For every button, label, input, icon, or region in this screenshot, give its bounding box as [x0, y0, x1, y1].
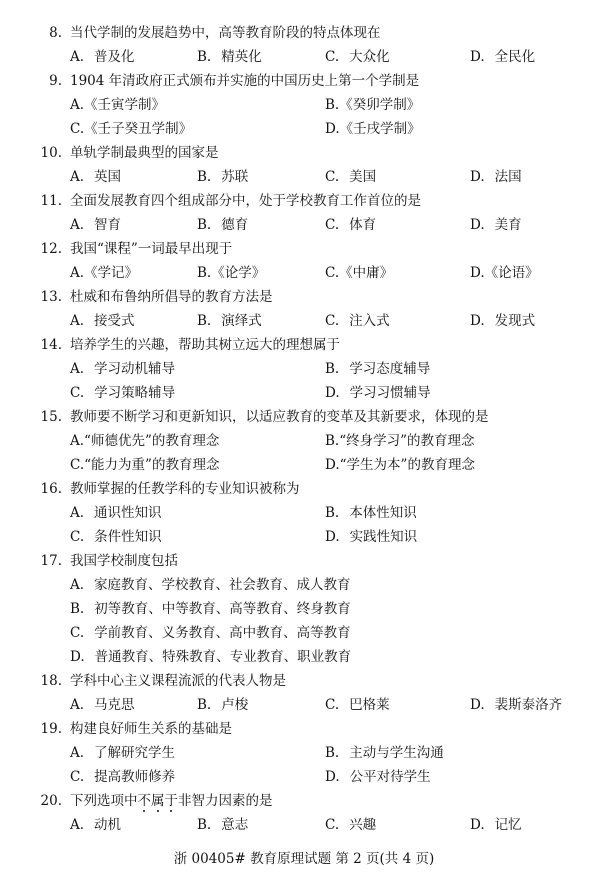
question-17-option-d — [0, 646, 608, 670]
option-b: B. 意志 — [197, 817, 249, 833]
option-a: A. 通识性知识 — [70, 505, 162, 521]
question-14-options-row2 — [0, 382, 608, 406]
option-b: B. 学习态度辅导 — [325, 361, 431, 377]
option-a: A. 学习动机辅导 — [70, 361, 176, 377]
question-11-options — [0, 214, 608, 238]
question-8-options — [0, 46, 608, 70]
emphasis-char: 属 — [151, 793, 165, 809]
emphasis-char: 于 — [164, 793, 178, 809]
option-a: A.“师德优先”的教育理念 — [70, 433, 220, 449]
question-19-options-row2 — [0, 766, 608, 790]
option-c: C. 提高教师修养 — [70, 769, 176, 785]
question-12 — [0, 238, 608, 262]
question-stem: 教师要不断学习和更新知识，以适应教育的变革及其新要求，体现的是 — [70, 409, 489, 425]
option-d: D. 发现式 — [470, 313, 536, 329]
option-d: D. 全民化 — [470, 49, 536, 65]
option-a: A. 马克思 — [70, 697, 135, 713]
question-number: 14. — [40, 337, 62, 353]
option-b: B.“终身学习”的教育理念 — [325, 433, 475, 449]
option-c: C. 兴趣 — [325, 817, 377, 833]
question-20-options — [0, 814, 608, 838]
option-d: D. 学习习惯辅导 — [325, 385, 431, 401]
question-stem: 我国学校制度包括 — [70, 553, 178, 569]
question-13 — [0, 286, 608, 310]
question-number: 12. — [40, 241, 62, 257]
question-16 — [0, 478, 608, 502]
question-stem: 单轨学制最典型的国家是 — [70, 145, 219, 161]
question-14-options-row1 — [0, 358, 608, 382]
question-stem: 教师掌握的任教学科的专业知识被称为 — [70, 481, 300, 497]
question-10-options — [0, 166, 608, 190]
question-11 — [0, 190, 608, 214]
option-b: B. 本体性知识 — [325, 505, 417, 521]
question-8 — [0, 22, 608, 46]
option-d: D. 法国 — [470, 169, 522, 185]
question-17-option-a — [0, 574, 608, 598]
option-b: B.《癸卯学制》 — [325, 97, 421, 113]
question-18 — [0, 670, 608, 694]
question-stem: 1904 年清政府正式颁布并实施的中国历史上第一个学制是 — [70, 73, 420, 89]
emphasized-text — [138, 793, 179, 809]
question-number: 19. — [40, 721, 62, 737]
question-number: 13. — [40, 289, 62, 305]
option-c: C. 大众化 — [325, 49, 390, 65]
option-d: D. 美育 — [470, 217, 522, 233]
question-stem: 我国“课程”一词最早出现于 — [70, 241, 233, 257]
option-c: C.“能力为重”的教育理念 — [70, 457, 220, 473]
question-20 — [0, 790, 608, 814]
option-d: D. 实践性知识 — [325, 529, 418, 545]
option-b: B. 精英化 — [197, 49, 262, 65]
question-stem: 构建良好师生关系的基础是 — [70, 721, 232, 737]
question-10 — [0, 142, 608, 166]
question-stem — [70, 790, 273, 812]
emphasis-char: 不 — [137, 793, 151, 809]
option-a: A.《壬寅学制》 — [70, 97, 166, 113]
stem-part-before: 下列选项中 — [70, 793, 138, 809]
question-9-options-row2 — [0, 118, 608, 142]
option-d: D.《论语》 — [470, 265, 539, 281]
question-18-options — [0, 694, 608, 718]
option-c: C. 学习策略辅导 — [70, 385, 176, 401]
question-stem: 培养学生的兴趣，帮助其树立远大的理想属于 — [70, 337, 340, 353]
page-footer: 浙 00405# 教育原理试题 第 2 页(共 4 页) — [173, 851, 435, 867]
option-a: A. 了解研究学生 — [70, 745, 176, 761]
stem-part-after: 非智力因素的是 — [178, 793, 273, 809]
question-stem: 学科中心主义课程流派的代表人物是 — [70, 673, 286, 689]
option-d: D.《壬戌学制》 — [325, 121, 421, 137]
option-c: C. 巴格莱 — [325, 697, 390, 713]
option-c: C. 体育 — [325, 217, 377, 233]
question-16-options-row1 — [0, 502, 608, 526]
option-b: B. 初等教育、中等教育、高等教育、终身教育 — [70, 601, 351, 617]
question-9 — [0, 70, 608, 94]
question-13-options — [0, 310, 608, 334]
question-19-options-row1 — [0, 742, 608, 766]
question-number: 20. — [40, 793, 62, 809]
question-stem: 全面发展教育四个组成部分中，处于学校教育工作首位的是 — [70, 193, 421, 209]
question-17-option-c — [0, 622, 608, 646]
option-d: D.“学生为本”的教育理念 — [325, 457, 475, 473]
option-d: D. 公平对待学生 — [325, 769, 431, 785]
question-number: 8. — [49, 25, 62, 41]
option-a: A. 英国 — [70, 169, 122, 185]
option-c: C. 学前教育、义务教育、高中教育、高等教育 — [70, 625, 351, 641]
question-number: 16. — [40, 481, 62, 497]
option-d: D. 裴斯泰洛齐 — [470, 697, 563, 713]
question-12-options — [0, 262, 608, 286]
option-a: A.《学记》 — [70, 265, 139, 281]
option-b: B. 演绎式 — [197, 313, 262, 329]
question-17 — [0, 550, 608, 574]
question-number: 18. — [40, 673, 62, 689]
question-number: 11. — [40, 193, 62, 209]
option-a: A. 智育 — [70, 217, 122, 233]
option-b: B. 卢梭 — [197, 697, 249, 713]
question-9-options-row1 — [0, 94, 608, 118]
option-d: D. 记忆 — [470, 817, 522, 833]
option-c: C. 美国 — [325, 169, 377, 185]
question-stem: 杜威和布鲁纳所倡导的教育方法是 — [70, 289, 273, 305]
option-c: C. 注入式 — [325, 313, 390, 329]
option-c: C. 条件性知识 — [70, 529, 162, 545]
question-16-options-row2 — [0, 526, 608, 550]
option-b: B. 苏联 — [197, 169, 249, 185]
option-b: B. 主动与学生沟通 — [325, 745, 444, 761]
option-c: C.《中庸》 — [325, 265, 394, 281]
option-a: A. 动机 — [70, 817, 122, 833]
option-a: A. 家庭教育、学校教育、社会教育、成人教育 — [70, 577, 351, 593]
option-b: B.《论学》 — [197, 265, 266, 281]
question-number: 17. — [40, 553, 62, 569]
question-number: 9. — [49, 73, 62, 89]
question-number: 15. — [40, 409, 62, 425]
question-stem: 当代学制的发展趋势中，高等教育阶段的特点体现在 — [70, 25, 381, 41]
option-a: A. 普及化 — [70, 49, 135, 65]
question-number: 10. — [40, 145, 62, 161]
option-d: D. 普通教育、特殊教育、专业教育、职业教育 — [70, 649, 352, 665]
question-17-option-b — [0, 598, 608, 622]
option-b: B. 德育 — [197, 217, 249, 233]
question-14 — [0, 334, 608, 358]
option-c: C.《壬子癸丑学制》 — [70, 121, 193, 137]
question-15-options-row2 — [0, 454, 608, 478]
question-15 — [0, 406, 608, 430]
question-15-options-row1 — [0, 430, 608, 454]
option-a: A. 接受式 — [70, 313, 135, 329]
question-19 — [0, 718, 608, 742]
